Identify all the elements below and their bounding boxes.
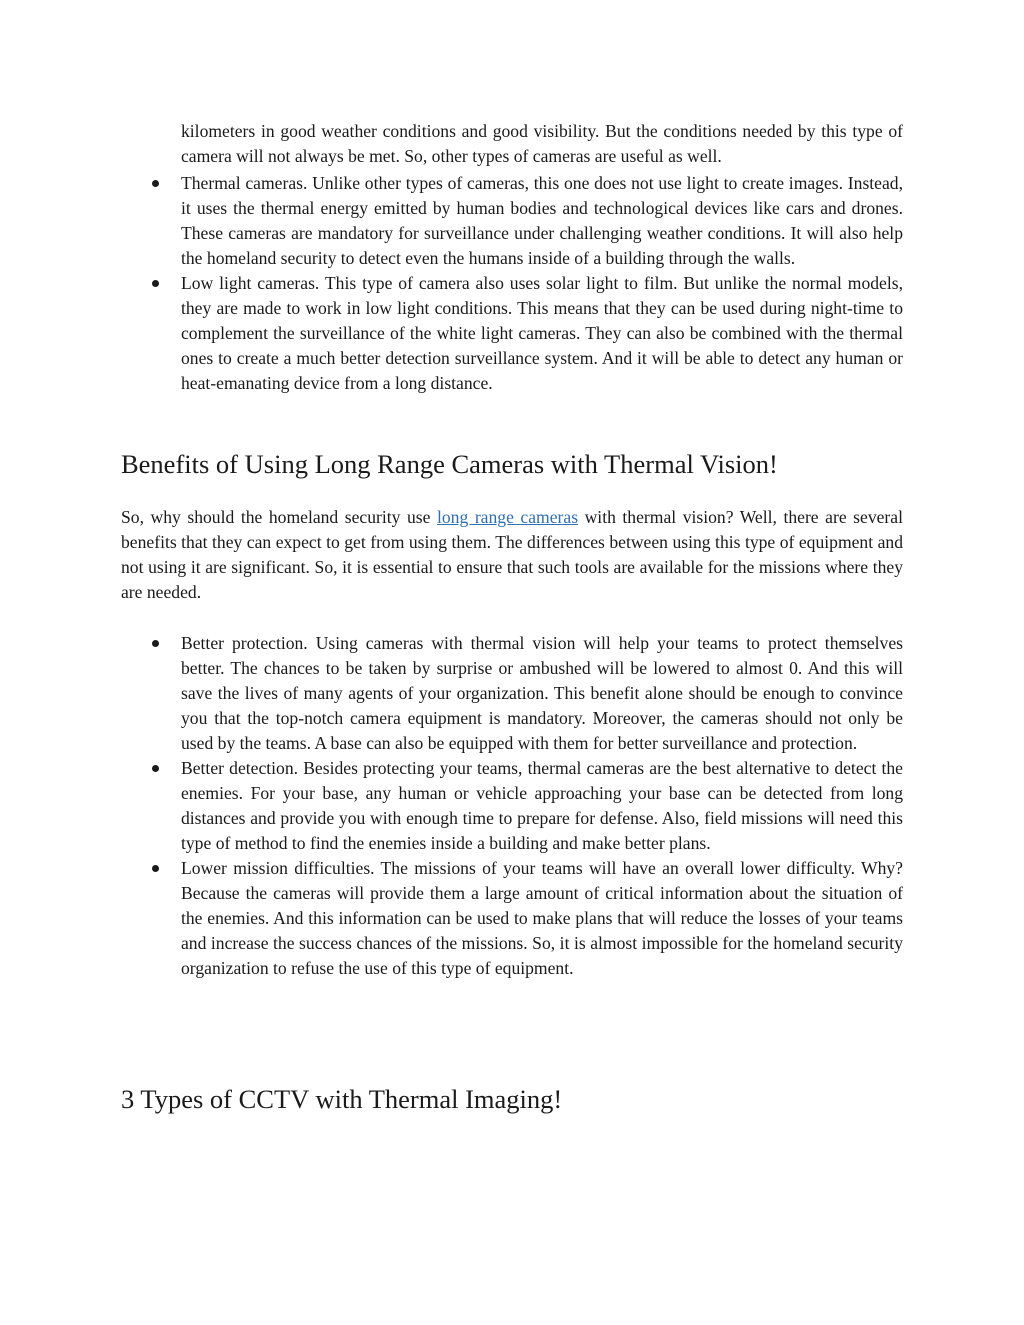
list-item-text: Thermal cameras. Unlike other types of cameras, this one does not use light to create images. Instead, it uses the thermal energy emitted by human bodies and technological devices like cars and drones. These cameras are mandatory for surveillance under challenging weather conditions. It will also help the homeland security to detect even the humans inside of a building through the walls. [181,173,903,268]
list-item-text: Better protection. Using cameras with thermal vision will help your teams to protect themselves better. The chances to be taken by surprise or ambushed will be lowered to almost 0. And this will save the lives of many agents of your organization. This benefit alone should be enough to convince you that the top-notch camera equipment is mandatory. Moreover, the cameras should not only be used by the teams. A base can also be equipped with them for better surveillance and protection. [181,633,903,753]
benefits-list [0,631,1024,981]
bullet-icon [152,180,159,187]
bullet-icon [152,765,159,772]
bullet-icon [152,640,159,647]
intro-paragraph [121,505,903,605]
continuation-paragraph: kilometers in good weather conditions and good visibility. But the conditions needed by this type of camera will not always be met. So, other types of cameras are useful as well. [181,121,903,166]
list-item [0,631,903,756]
list-item-text: Lower mission difficulties. The missions of your teams will have an overall lower difficulty. Why? Because the cameras will provide them a large amount of critical information about the situation of the enemies. And this information can be used to make plans that will reduce the losses of your teams and increase the success chances of the missions. So, it is almost impossible for the homeland security organization to refuse the use of this type of equipment. [181,858,903,978]
camera-types-list [0,171,1024,396]
section-heading-benefits: Benefits of Using Long Range Cameras with Thermal Vision! [121,449,778,479]
list-item-text: Better detection. Besides protecting your teams, thermal cameras are the best alternative to detect the enemies. For your base, any human or vehicle approaching your base can be detected from long distances and provide you with enough time to prepare for defense. Also, field missions will need this type of method to find the enemies inside a building and make better plans. [181,758,903,853]
bullet-icon [152,865,159,872]
list-item [0,271,903,396]
bullet-icon [152,280,159,287]
intro-text-after: with thermal vision? Well, there are several benefits that they can expect to get from using them. The differences between using this type of equipment and not using it are significant. So, it is essential to ensure that such tools are available for the missions where they are needed. [121,507,903,602]
section-heading-cctv-types: 3 Types of CCTV with Thermal Imaging! [121,1084,563,1114]
long-range-cameras-link[interactable]: long range cameras [437,507,579,527]
list-item [0,171,903,271]
list-item [0,856,903,981]
list-item [0,756,903,856]
intro-text-before: So, why should the homeland security use [121,507,437,527]
list-item-text: Low light cameras. This type of camera also uses solar light to film. But unlike the normal models, they are made to work in low light conditions. This means that they can be used during night-time to complement the surveillance of the white light cameras. They can also be combined with the thermal ones to create a much better detection surveillance system. And it will be able to detect any human or heat-emanating device from a long distance. [181,273,903,393]
